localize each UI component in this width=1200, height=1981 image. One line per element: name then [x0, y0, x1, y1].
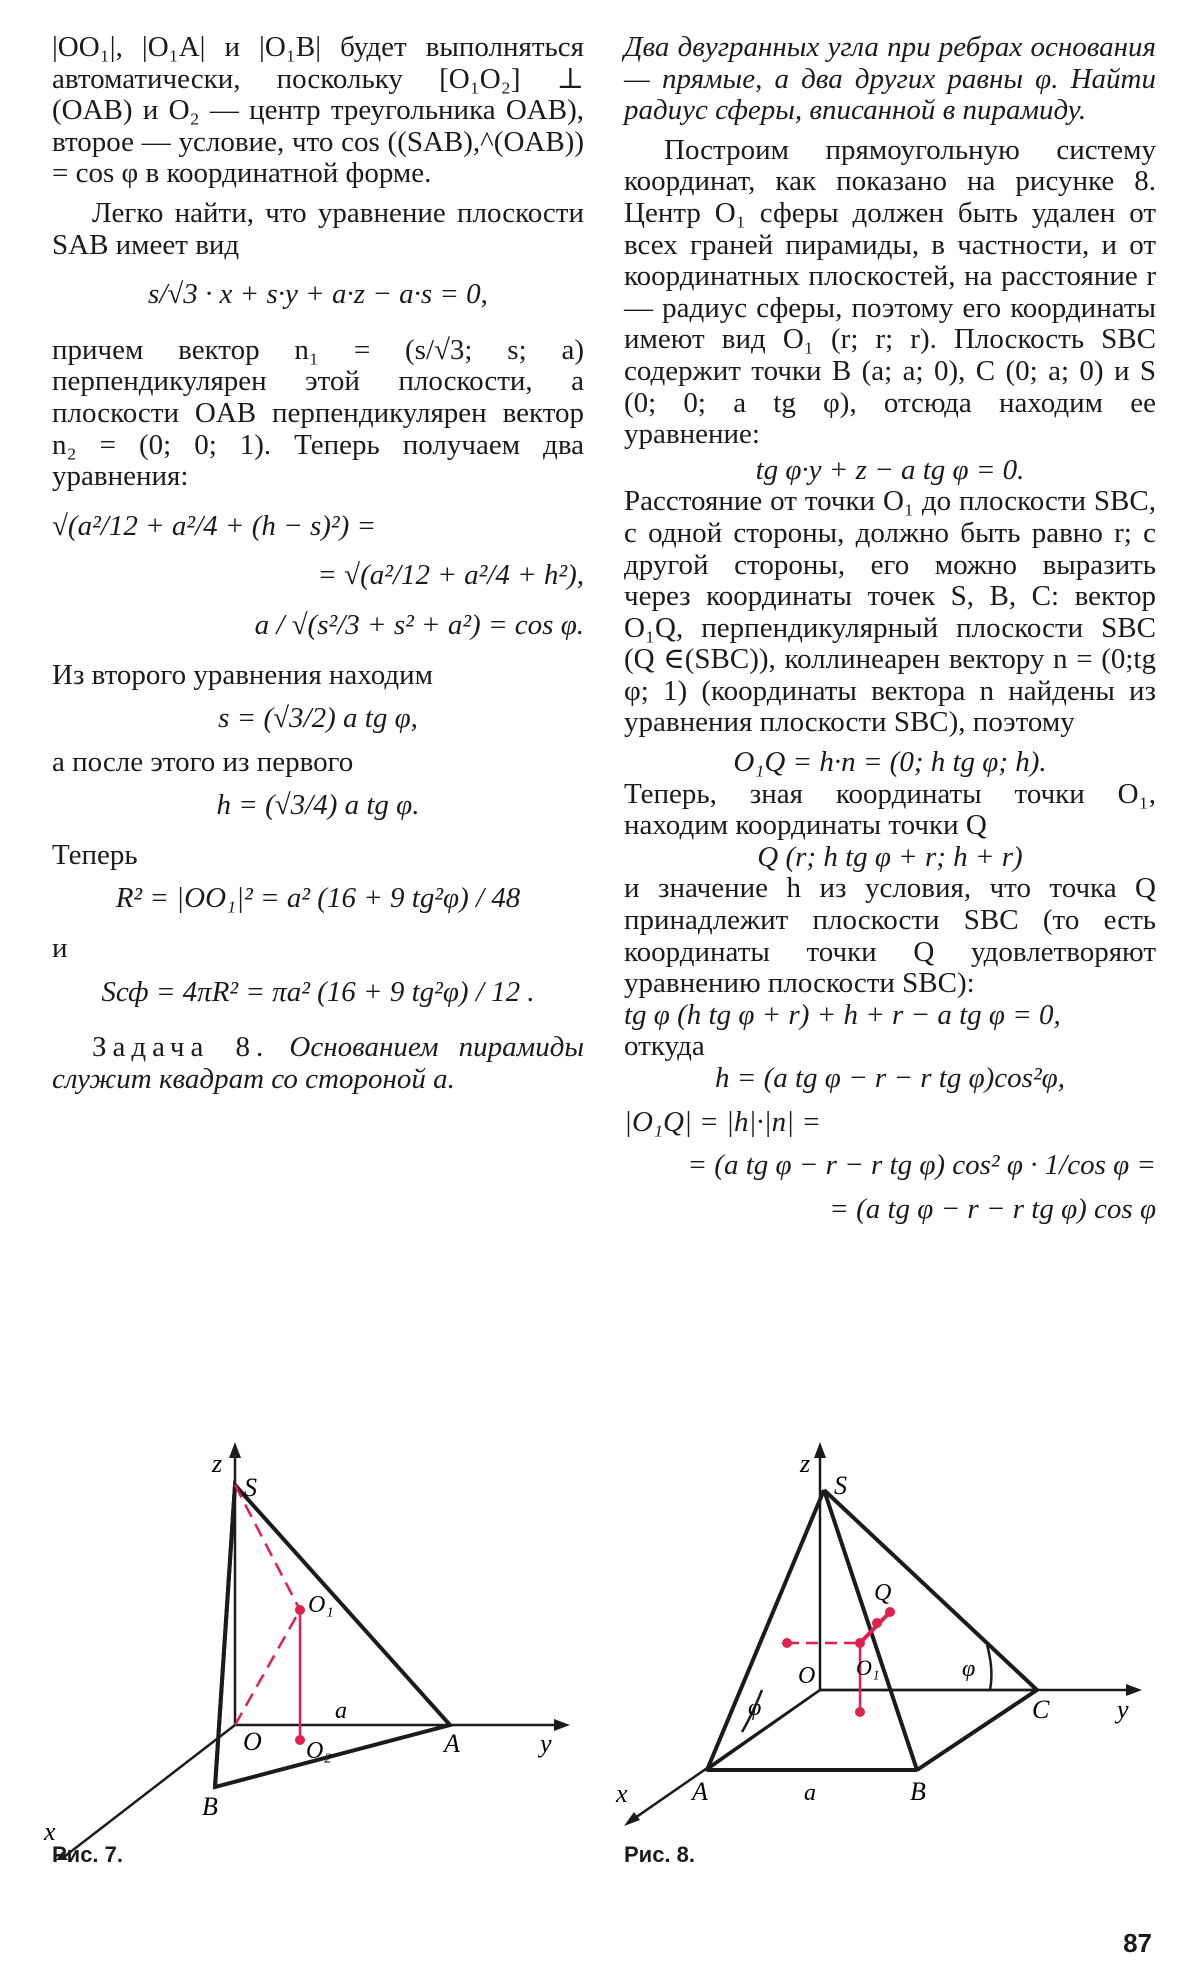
- equation-cos-phi: a / √(s²/3 + s² + a²) = cos φ.: [254, 608, 584, 641]
- fig8-label-q: Q: [874, 1580, 892, 1606]
- task-8-text: Основанием пирамиды служит квадрат со стороной a.: [52, 1031, 584, 1095]
- equation-sphere-area: Sсф = 4πR² = πa² (16 + 9 tg²φ) / 12 .: [101, 975, 535, 1008]
- fig7-point-o1: [295, 1605, 305, 1615]
- left-column: [52, 32, 584, 1095]
- fig7-dashed-oo1: [235, 1610, 300, 1725]
- fig8-label-phi-left: φ: [748, 1695, 762, 1721]
- equation-o1q-step: = (a tg φ − r − r tg φ) cos² φ · 1/cos φ =: [687, 1149, 1156, 1182]
- right-paragraph-4: и значение h из условия, что точка Q принадлежит плоскости SBC (то есть координаты точки Q удовлетворяют уравнению плоскости SBC):: [624, 872, 1156, 1000]
- fig7-label-a: A: [444, 1729, 460, 1758]
- fig7-label-s: S: [244, 1473, 257, 1502]
- fig8-label-a-side: a: [804, 1780, 816, 1806]
- left-paragraph-7: и: [52, 932, 68, 965]
- right-paragraph-2: Расстояние от точки O₁ до плоскости SBC, с одной стороны, должно быть равно r; с другой стороны, его можно выразить через координаты точек S, B, C: вектор O₁Q, перпендикулярный плоскости SBC (Q ∈(SBC)), коллинеарен вектору n = (0;tg φ; 1) (координаты вектора n найдены из уравнения плоскости SBC), поэтому: [624, 485, 1156, 739]
- equation-q-in-plane: tg φ (h tg φ + r) + h + r − a tg φ = 0,: [624, 998, 1061, 1031]
- right-paragraph-5: откуда: [624, 1030, 705, 1063]
- fig7-label-a-side: a: [335, 1698, 347, 1724]
- right-column: [624, 32, 1156, 1225]
- fig7-label-o1: O₁: [308, 1592, 334, 1618]
- fig8-label-a-point: A: [692, 1777, 708, 1806]
- left-paragraph-4: Из второго уравнения находим: [52, 658, 433, 691]
- equation-plane-sbc: tg φ·y + z − a tg φ = 0.: [755, 453, 1025, 486]
- task-8-label: Задача 8.: [92, 1031, 270, 1064]
- equation-o1q-result: = (a tg φ − r − r tg φ) cos φ: [829, 1192, 1156, 1225]
- equation-q-coords: Q (r; h tg φ + r; h + r): [757, 840, 1023, 873]
- fig7-point-o2: [295, 1735, 305, 1745]
- equation-r-squared: R² = |OO₁|² = a² (16 + 9 tg²φ) / 48: [115, 882, 521, 915]
- fig8-label-phi-right: φ: [962, 1656, 976, 1682]
- fig8-label-o: O: [798, 1663, 816, 1689]
- fig8-label-o1: O₁: [856, 1655, 880, 1680]
- equation-distance-2: = √(a²/12 + a²/4 + h²),: [317, 559, 584, 592]
- left-paragraph-3: причем вектор n₁ = (s/√3; s; a) перпендикулярен этой плоскости, а плоскости OAB перпендикулярен вектор n₂ = (0; 0; 1). Теперь получаем два уравнения:: [52, 333, 584, 493]
- fig7-label-o: O: [243, 1727, 262, 1756]
- figure-7-caption: Рис. 7.: [52, 1842, 124, 1867]
- left-paragraph-6: Теперь: [52, 838, 138, 871]
- left-paragraph-5: а после этого из первого: [52, 745, 354, 778]
- fig7-label-x: x: [44, 1817, 56, 1846]
- right-paragraph-3: Теперь, зная координаты точки O₁, находим координаты точки Q: [624, 777, 1156, 842]
- fig7-label-o2: O₂: [306, 1738, 332, 1764]
- fig8-label-z: z: [800, 1449, 811, 1478]
- fig8-point-o1: [855, 1638, 865, 1648]
- figure-8-caption: Рис. 8.: [624, 1842, 696, 1867]
- left-paragraph-1: |OO₁|, |O₁A| и |O₁B| будет выполняться автоматически, поскольку [O₁O₂] ⊥ (OAB) и O₂ — центр треугольника OAB), второе — условие, что cos ((SAB),^(OAB)) = cos φ в координатной форме.: [52, 31, 584, 190]
- equation-o1q-length: |O₁Q| = |h|·|n| =: [624, 1105, 821, 1138]
- equation-distance-1: √(a²/12 + a²/4 + (h − s)²) =: [52, 509, 377, 542]
- equation-h-value: h = (a tg φ − r − r tg φ)cos²φ,: [715, 1062, 1065, 1094]
- equation-plane-sab: s/√3 · x + s·y + a·z − a·s = 0,: [148, 278, 488, 311]
- page-number: 87: [1123, 1928, 1152, 1958]
- equation-h: h = (√3/4) a tg φ.: [216, 789, 420, 822]
- task-8-continuation: Два двугранных угла при ребрах основания — прямые, а два других равны φ. Найти радиус сферы, вписанной в пирамиду.: [624, 31, 1156, 127]
- left-paragraph-2: Легко найти, что уравнение плоскости SAB имеет вид: [52, 196, 584, 261]
- fig8-angle-arc-right: [987, 1645, 991, 1690]
- right-paragraph-1: Построим прямоугольную систему координат, как показано на рисунке 8. Центр O₁ сферы должен быть удален от всех граней пирамиды, в частности, и от координатных плоскостей, на расстояние r — радиус сферы, поэтому его координаты имеют вид O₁ (r; r; r). Плоскость SBC содержит точки B (a; a; 0), C (0; a; 0) и S (0; 0; a tg φ), отсюда находим ее уравнение:: [624, 133, 1156, 451]
- fig8-label-x: x: [616, 1779, 628, 1808]
- fig7-label-y: y: [540, 1729, 552, 1758]
- fig7-label-z: z: [212, 1449, 223, 1478]
- fig8-label-c: C: [1032, 1695, 1050, 1724]
- task-8: [52, 1032, 584, 1095]
- equation-s: s = (√3/2) a tg φ,: [218, 702, 418, 735]
- fig8-point-q: [885, 1607, 895, 1617]
- fig8-label-b: B: [910, 1777, 926, 1806]
- fig8-label-s: S: [834, 1471, 847, 1500]
- figure-7: [40, 1440, 580, 1860]
- fig8-label-y: y: [1117, 1695, 1129, 1724]
- equation-o1q: O₁Q = h·n = (0; h tg φ; h).: [733, 746, 1047, 779]
- fig7-label-b: B: [202, 1792, 218, 1821]
- figure-8: [612, 1440, 1172, 1860]
